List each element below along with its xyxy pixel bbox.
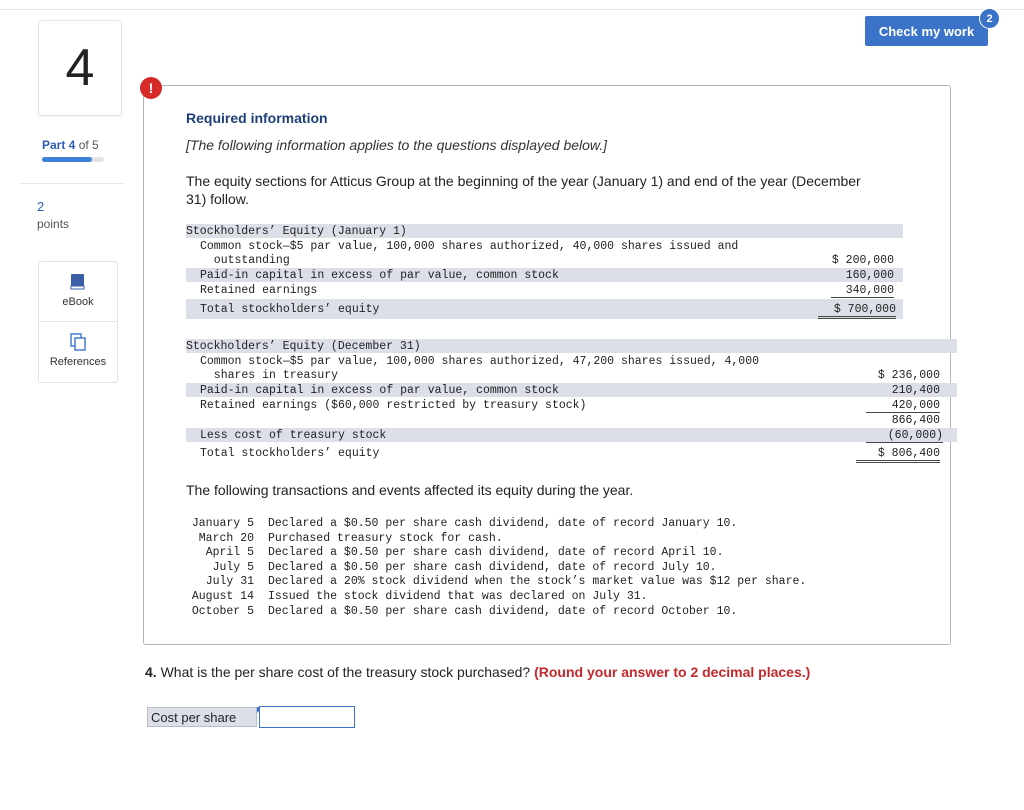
top-divider (0, 9, 1024, 10)
jan-row-label: Paid-in capital in excess of par value, common stock (200, 269, 559, 282)
dec-row-amount: 420,000 (866, 399, 940, 413)
jan-heading: Stockholders’ Equity (January 1) (186, 225, 407, 238)
points-label: points (37, 217, 70, 231)
transaction-date: January 5 (191, 517, 254, 530)
jan-row-amount: 160,000 (845, 269, 894, 282)
question-number: 4 (65, 39, 95, 97)
jan-row-label: Retained earnings (200, 284, 318, 297)
transaction-desc: Declared a $0.50 per share cash dividend, date of record October 10. (268, 604, 738, 618)
cost-per-share-input[interactable] (259, 706, 355, 728)
transaction-desc: Declared a $0.50 per share cash dividend, date of record January 10. (268, 517, 738, 530)
dec-row-label: Retained earnings ($60,000 restricted by treasury stock) (200, 399, 587, 412)
part-label: Part 4 (42, 138, 76, 152)
ebook-button[interactable] (38, 261, 118, 323)
dec-row-amount: (60,000) (866, 429, 943, 443)
dec-row-label: Paid-in capital in excess of par value, common stock (200, 384, 559, 397)
transaction-row (186, 590, 806, 605)
dec-row-amount: 210,400 (891, 384, 940, 397)
transaction-date: April 5 (205, 546, 254, 560)
transaction-row (186, 517, 806, 532)
jan-row-label: Common stock—$5 par value, 100,000 shares authorized, 40,000 shares issued and (200, 240, 739, 253)
question-prompt (145, 664, 810, 680)
rail-divider (20, 183, 124, 184)
part-progress-bar (42, 157, 104, 162)
transaction-date: July 5 (212, 560, 254, 574)
references-button[interactable] (38, 321, 118, 383)
transaction-date: July 31 (205, 575, 254, 589)
jan-total-amount: $ 700,000 (818, 303, 896, 319)
documents-icon (70, 333, 86, 351)
transaction-date: August 14 (191, 589, 254, 603)
transaction-desc: Purchased treasury stock for cash. (268, 531, 503, 545)
part-progress-fill (42, 157, 92, 162)
jan-row-amount: 340,000 (831, 284, 894, 298)
points-value: 2 (37, 199, 45, 214)
question-prompt-text: What is the per share cost of the treasury stock purchased? (160, 664, 531, 680)
book-icon (70, 273, 86, 291)
references-label: References (49, 356, 107, 368)
transaction-desc: Declared a $0.50 per share cash dividend, date of record April 10. (268, 546, 724, 560)
transaction-date: March 20 (198, 531, 254, 545)
dec-row-amount: $ 236,000 (877, 369, 940, 382)
required-info-title: Required information (186, 110, 328, 126)
check-my-work-button[interactable]: Check my work (865, 16, 988, 46)
cost-per-share-label: Cost per share (147, 707, 257, 727)
dec-row-label: shares in treasury (200, 369, 339, 382)
dec-subtotal-amount: 866,400 (891, 414, 940, 427)
jan-total-label: Total stockholders’ equity (200, 303, 380, 316)
question-instruction: (Round your answer to 2 decimal places.) (534, 664, 811, 680)
jan-row-label: outstanding (200, 254, 290, 267)
jan-row-amount: $ 200,000 (831, 254, 894, 267)
transactions-intro: The following transactions and events affected its equity during the year. (186, 482, 634, 498)
transaction-row (186, 561, 806, 576)
part-indicator (42, 138, 99, 152)
ebook-label: eBook (62, 296, 94, 308)
intro-text: The equity sections for Atticus Group at the beginning of the year (January 1) and end of the year (December 31) follow. (186, 173, 861, 207)
transactions-list (186, 517, 806, 619)
part-of: of 5 (78, 138, 99, 152)
transaction-date: October 5 (191, 604, 254, 618)
check-attempts-badge: 2 (979, 8, 1000, 29)
dec-heading: Stockholders’ Equity (December 31) (186, 340, 421, 353)
required-info-subtitle: [The following information applies to the questions displayed below.] (186, 137, 608, 153)
transaction-desc: Issued the stock dividend that was declared on July 31. (268, 589, 648, 603)
transaction-row (186, 575, 806, 590)
dec-row-label: Common stock—$5 par value, 100,000 shares authorized, 47,200 shares issued, 4,000 (200, 355, 759, 368)
transaction-row (186, 532, 806, 547)
dec-total-amount: $ 806,400 (856, 447, 940, 463)
dec-total-label: Total stockholders’ equity (200, 447, 380, 460)
question-prompt-number: 4. (145, 664, 157, 680)
dec-row-label: Less cost of treasury stock (200, 429, 387, 442)
transaction-row (186, 605, 806, 620)
transaction-desc: Declared a 20% stock dividend when the stock’s market value was $12 per share. (268, 575, 807, 589)
transaction-row (186, 546, 806, 561)
alert-icon: ! (140, 77, 162, 99)
transaction-desc: Declared a $0.50 per share cash dividend, date of record July 10. (268, 560, 717, 574)
question-number-card (38, 20, 122, 116)
